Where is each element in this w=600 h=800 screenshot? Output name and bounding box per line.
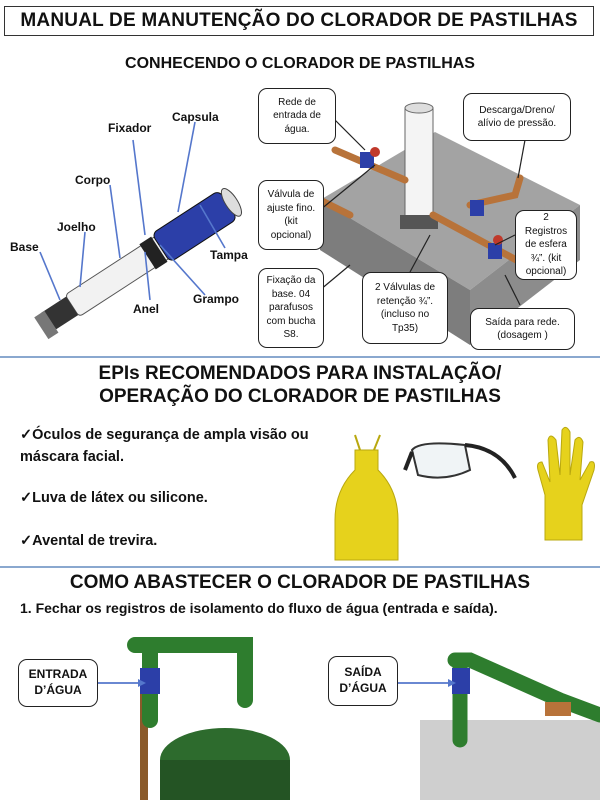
epi-item-oculos: ✓Óculos de segurança de ampla visão ou máscara facial. xyxy=(20,427,309,466)
part-label-grampo: Grampo xyxy=(193,292,240,306)
section-heading-epis-line1: EPIs RECOMENDADOS PARA INSTALAÇÃO/ xyxy=(98,363,502,384)
callout-valvulas-retencao: 2 Válvulas de retenção ¾”. (incluso no Tp35) xyxy=(362,272,448,344)
label-entrada-agua: ENTRADA D’ÁGUA xyxy=(18,659,98,707)
callout-saida-rede: Saída para rede. (dosagem ) xyxy=(470,308,575,350)
part-label-anel: Anel xyxy=(133,302,160,316)
part-label-capsula: Capsula xyxy=(172,110,219,124)
part-label-corpo: Corpo xyxy=(75,173,111,187)
part-label-base: Base xyxy=(10,240,39,254)
page-title: MANUAL DE MANUTENÇÃO DO CLORADOR DE PASTILHAS xyxy=(4,6,594,36)
section-heading-knowing: CONHECENDO O CLORADOR DE PASTILHAS xyxy=(125,55,475,72)
part-label-tampa: Tampa xyxy=(210,248,248,262)
part-label-fixador: Fixador xyxy=(108,121,152,135)
callout-fixacao-base: Fixação da base. 04 parafusos com bucha S8. xyxy=(258,268,324,348)
callout-valvula-ajuste: Válvula de ajuste fino. (kit opcional) xyxy=(258,180,324,250)
step-1-text: 1. Fechar os registros de isolamento do fluxo de água (entrada e saída). xyxy=(20,600,498,616)
part-label-joelho: Joelho xyxy=(57,220,96,234)
callout-descarga: Descarga/Dreno/ alívio de pressão. xyxy=(463,93,571,141)
callout-rede-entrada: Rede de entrada de água. xyxy=(258,88,336,144)
callout-registros: 2 Registros de esfera ¾”. (kit opcional) xyxy=(515,210,577,280)
label-saida-agua: SAÍDA D’ÁGUA xyxy=(328,656,398,706)
section-heading-epis-line2: OPERAÇÃO DO CLORADOR DE PASTILHAS xyxy=(99,386,501,407)
section-heading-abastecer: COMO ABASTECER O CLORADOR DE PASTILHAS xyxy=(69,572,531,593)
epi-item-luva: ✓Luva de látex ou silicone. xyxy=(20,490,208,506)
epi-item-avental: ✓Avental de trevira. xyxy=(20,533,158,549)
